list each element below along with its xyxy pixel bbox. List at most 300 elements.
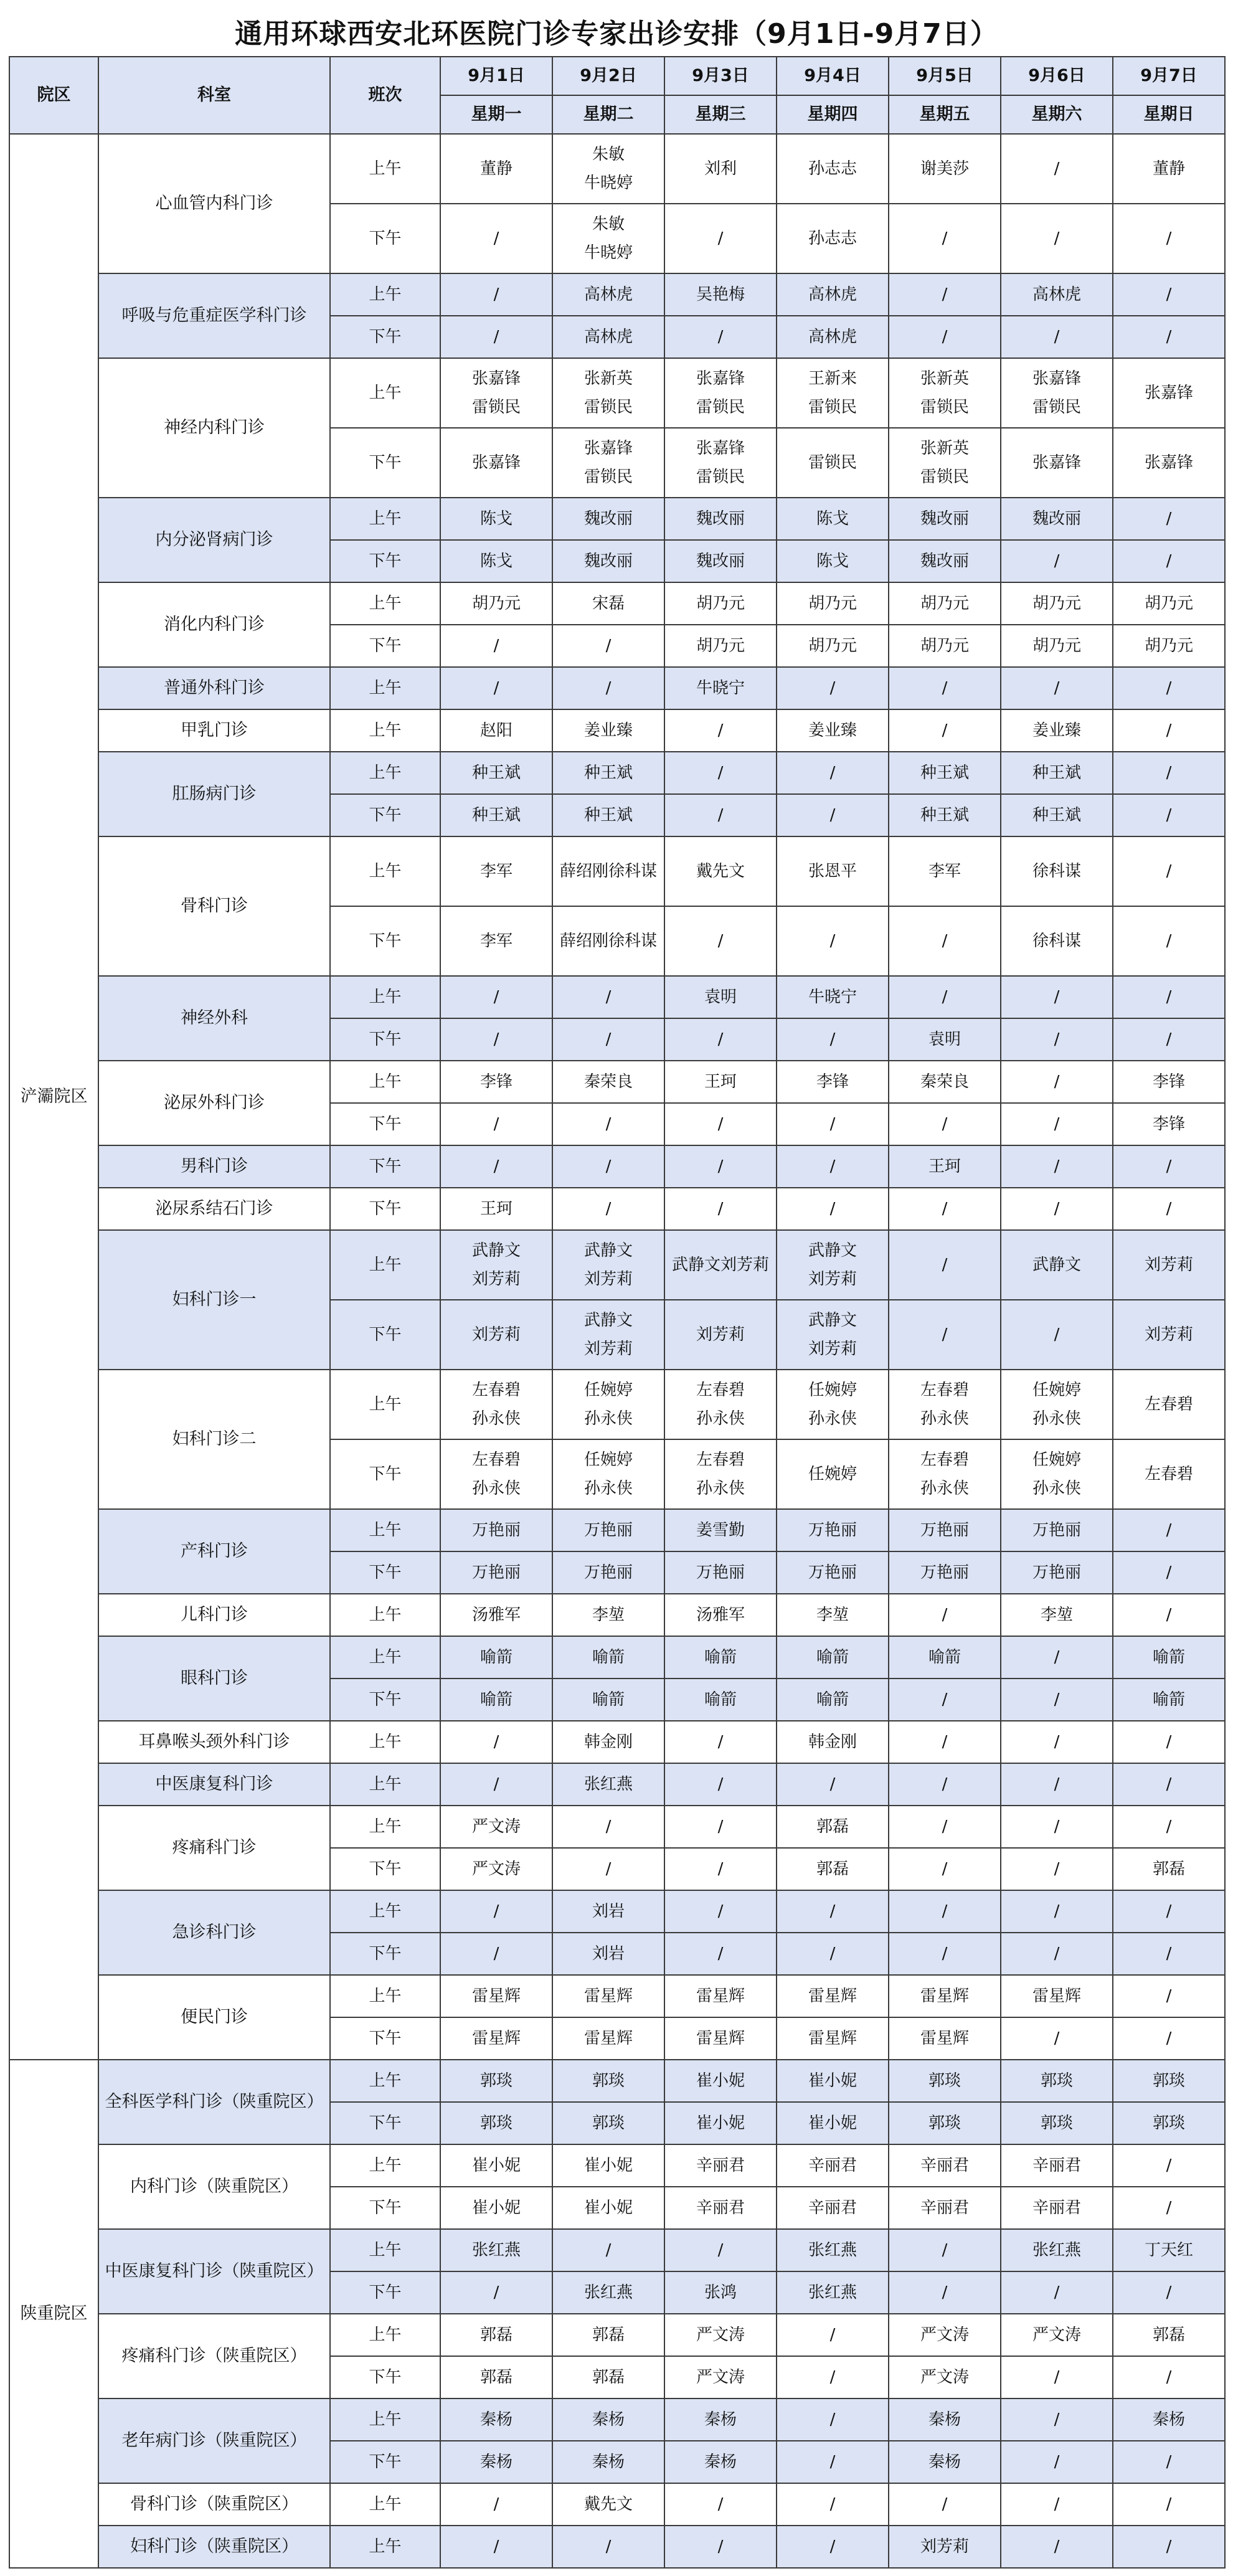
doctor-cell: 刘利 — [664, 134, 777, 204]
header-date: 9月5日 — [889, 57, 1001, 95]
doctor-cell: 严文涛 — [664, 2356, 777, 2398]
doctor-cell: / — [1001, 1145, 1113, 1188]
doctor-cell: 郭琰 — [889, 2102, 1001, 2144]
department-cell: 男科门诊 — [98, 1145, 330, 1188]
shift-cell: 下午 — [330, 2102, 440, 2144]
table-row — [9, 1594, 1225, 1636]
table-row — [9, 1763, 1225, 1806]
header-weekday: 星期二 — [552, 95, 664, 134]
doctor-cell: 高林虎 — [777, 316, 889, 358]
doctor-cell: 武静文刘芳莉 — [664, 1230, 777, 1300]
shift-cell: 下午 — [330, 1439, 440, 1509]
doctor-cell: 李锋 — [777, 1061, 889, 1103]
table-row — [9, 1230, 1225, 1300]
doctor-cell: / — [889, 1188, 1001, 1230]
doctor-cell: 万艳丽 — [440, 1509, 552, 1551]
doctor-cell: / — [664, 1721, 777, 1763]
doctor-cell: 刘芳莉 — [664, 1300, 777, 1370]
shift-cell: 上午 — [330, 2483, 440, 2526]
doctor-cell: 种王斌 — [552, 752, 664, 794]
header-date: 9月7日 — [1113, 57, 1225, 95]
table-row — [9, 1509, 1225, 1551]
doctor-cell: 张嘉锋 雷锁民 — [440, 358, 552, 428]
doctor-cell: 左春碧 — [1113, 1439, 1225, 1509]
table-row — [9, 752, 1225, 794]
doctor-cell: / — [1113, 976, 1225, 1018]
doctor-cell: / — [664, 1188, 777, 1230]
doctor-cell: 陈戈 — [777, 540, 889, 582]
doctor-cell: 任婉婷 孙永侠 — [552, 1370, 664, 1439]
department-cell: 妇科门诊一 — [98, 1230, 330, 1370]
doctor-cell: 万艳丽 — [777, 1509, 889, 1551]
schedule-table — [9, 56, 1226, 2569]
doctor-cell: 孙志志 — [777, 134, 889, 204]
doctor-cell: 任婉婷 — [777, 1439, 889, 1509]
doctor-cell: / — [1113, 1594, 1225, 1636]
doctor-cell: 喻箭 — [1113, 1636, 1225, 1679]
doctor-cell: / — [552, 2229, 664, 2271]
header-weekday: 星期日 — [1113, 95, 1225, 134]
doctor-cell: 张红燕 — [440, 2229, 552, 2271]
shift-cell: 下午 — [330, 2187, 440, 2229]
shift-cell: 上午 — [330, 2526, 440, 2568]
doctor-cell: 汤雅军 — [440, 1594, 552, 1636]
doctor-cell: 朱敏 牛晓婷 — [552, 134, 664, 204]
shift-cell: 上午 — [330, 1975, 440, 2017]
doctor-cell: / — [1113, 2483, 1225, 2526]
doctor-cell: 徐科谋 — [1001, 836, 1113, 906]
doctor-cell: 胡乃元 — [1113, 582, 1225, 625]
doctor-cell: 李堃 — [552, 1594, 664, 1636]
doctor-cell: 宋磊 — [552, 582, 664, 625]
shift-cell: 上午 — [330, 1806, 440, 1848]
header-weekday: 星期六 — [1001, 95, 1113, 134]
doctor-cell: 薛绍刚徐科谋 — [552, 906, 664, 976]
doctor-cell: / — [1001, 316, 1113, 358]
doctor-cell: / — [664, 2483, 777, 2526]
doctor-cell: / — [777, 2314, 889, 2356]
doctor-cell: / — [552, 976, 664, 1018]
doctor-cell: / — [440, 667, 552, 709]
doctor-cell: 王珂 — [889, 1145, 1001, 1188]
doctor-cell: 喻箭 — [664, 1679, 777, 1721]
doctor-cell: / — [1113, 1933, 1225, 1975]
doctor-cell: / — [440, 1933, 552, 1975]
doctor-cell: / — [552, 1806, 664, 1848]
header-date: 9月6日 — [1001, 57, 1113, 95]
doctor-cell: 左春碧 孙永侠 — [664, 1370, 777, 1439]
doctor-cell: 徐科谋 — [1001, 906, 1113, 976]
doctor-cell: / — [1001, 134, 1113, 204]
shift-cell: 上午 — [330, 1636, 440, 1679]
doctor-cell: 严文涛 — [440, 1806, 552, 1848]
doctor-cell: / — [1113, 2144, 1225, 2187]
department-cell: 便民门诊 — [98, 1975, 330, 2060]
doctor-cell: / — [664, 1933, 777, 1975]
header-date: 9月4日 — [777, 57, 889, 95]
shift-cell: 上午 — [330, 1230, 440, 1300]
shift-cell: 上午 — [330, 358, 440, 428]
table-row — [9, 667, 1225, 709]
doctor-cell: / — [440, 976, 552, 1018]
doctor-cell: / — [1113, 1763, 1225, 1806]
doctor-cell: 郭磊 — [440, 2356, 552, 2398]
doctor-cell: / — [552, 625, 664, 667]
doctor-cell: 秦杨 — [664, 2398, 777, 2441]
shift-cell: 下午 — [330, 1848, 440, 1890]
doctor-cell: 胡乃元 — [664, 625, 777, 667]
doctor-cell: / — [440, 316, 552, 358]
doctor-cell: / — [1113, 2356, 1225, 2398]
doctor-cell: / — [889, 1300, 1001, 1370]
doctor-cell: / — [664, 204, 777, 273]
doctor-cell: / — [1113, 1018, 1225, 1061]
doctor-cell: 任婉婷 孙永侠 — [552, 1439, 664, 1509]
doctor-cell: 袁明 — [889, 1018, 1001, 1061]
doctor-cell: 高林虎 — [552, 316, 664, 358]
doctor-cell: / — [1001, 2398, 1113, 2441]
doctor-cell: 辛丽君 — [777, 2187, 889, 2229]
shift-cell: 上午 — [330, 976, 440, 1018]
doctor-cell: 严文涛 — [664, 2314, 777, 2356]
doctor-cell: 左春碧 孙永侠 — [440, 1370, 552, 1439]
doctor-cell: 李堃 — [777, 1594, 889, 1636]
doctor-cell: 种王斌 — [1001, 752, 1113, 794]
doctor-cell: / — [440, 1018, 552, 1061]
doctor-cell: 李军 — [889, 836, 1001, 906]
table-row — [9, 709, 1225, 752]
doctor-cell: 喻箭 — [777, 1636, 889, 1679]
doctor-cell: 朱敏 牛晓婷 — [552, 204, 664, 273]
department-cell: 中医康复科门诊 — [98, 1763, 330, 1806]
doctor-cell: / — [1113, 1806, 1225, 1848]
doctor-cell: 严文涛 — [440, 1848, 552, 1890]
doctor-cell: / — [440, 204, 552, 273]
doctor-cell: / — [1113, 273, 1225, 316]
header-weekday: 星期一 — [440, 95, 552, 134]
doctor-cell: / — [1001, 1933, 1113, 1975]
doctor-cell: / — [889, 2229, 1001, 2271]
doctor-cell: 胡乃元 — [889, 582, 1001, 625]
doctor-cell: / — [552, 667, 664, 709]
doctor-cell: / — [777, 1890, 889, 1933]
doctor-cell: 郭琰 — [889, 2060, 1001, 2102]
table-row — [9, 134, 1225, 204]
doctor-cell: 谢美莎 — [889, 134, 1001, 204]
doctor-cell: 张鸿 — [664, 2271, 777, 2314]
doctor-cell: 张嘉锋 — [1001, 428, 1113, 498]
doctor-cell: 王新来 雷锁民 — [777, 358, 889, 428]
doctor-cell: 秦杨 — [1113, 2398, 1225, 2441]
doctor-cell: 陈戈 — [777, 498, 889, 540]
doctor-cell: 牛晓宁 — [664, 667, 777, 709]
doctor-cell: 魏改丽 — [889, 498, 1001, 540]
doctor-cell: 任婉婷 孙永侠 — [1001, 1439, 1113, 1509]
doctor-cell: / — [1001, 1188, 1113, 1230]
shift-cell: 上午 — [330, 1763, 440, 1806]
doctor-cell: / — [664, 1848, 777, 1890]
table-row — [9, 498, 1225, 540]
doctor-cell: 汤雅军 — [664, 1594, 777, 1636]
doctor-cell: / — [1001, 1848, 1113, 1890]
department-cell: 全科医学科门诊（陕重院区） — [98, 2060, 330, 2144]
doctor-cell: 严文涛 — [1001, 2314, 1113, 2356]
department-cell: 中医康复科门诊（陕重院区） — [98, 2229, 330, 2314]
doctor-cell: / — [1113, 1890, 1225, 1933]
doctor-cell: 左春碧 — [1113, 1370, 1225, 1439]
doctor-cell: 秦荣良 — [552, 1061, 664, 1103]
doctor-cell: 辛丽君 — [1001, 2187, 1113, 2229]
doctor-cell: 张嘉锋 — [440, 428, 552, 498]
doctor-cell: 崔小妮 — [440, 2187, 552, 2229]
doctor-cell: 辛丽君 — [889, 2187, 1001, 2229]
department-cell: 耳鼻喉头颈外科门诊 — [98, 1721, 330, 1763]
department-cell: 甲乳门诊 — [98, 709, 330, 752]
doctor-cell: 辛丽君 — [889, 2144, 1001, 2187]
doctor-cell: 胡乃元 — [777, 582, 889, 625]
doctor-cell: 韩金刚 — [777, 1721, 889, 1763]
doctor-cell: 张嘉锋 雷锁民 — [664, 358, 777, 428]
department-cell: 消化内科门诊 — [98, 582, 330, 667]
doctor-cell: 崔小妮 — [664, 2060, 777, 2102]
doctor-cell: 万艳丽 — [552, 1551, 664, 1594]
shift-cell: 上午 — [330, 1370, 440, 1439]
campus-cell: 浐灞院区 — [9, 134, 98, 2060]
department-cell: 眼科门诊 — [98, 1636, 330, 1721]
shift-cell: 下午 — [330, 1103, 440, 1145]
doctor-cell: / — [1001, 976, 1113, 1018]
doctor-cell: / — [889, 1763, 1001, 1806]
doctor-cell: / — [552, 1145, 664, 1188]
header-campus: 院区 — [9, 57, 98, 134]
doctor-cell: 万艳丽 — [777, 1551, 889, 1594]
shift-cell: 下午 — [330, 2017, 440, 2060]
doctor-cell: 郭琰 — [1113, 2102, 1225, 2144]
shift-cell: 上午 — [330, 1061, 440, 1103]
shift-cell: 上午 — [330, 2398, 440, 2441]
table-header — [9, 57, 1225, 134]
doctor-cell: / — [1001, 1806, 1113, 1848]
doctor-cell: / — [777, 1145, 889, 1188]
doctor-cell: 刘岩 — [552, 1933, 664, 1975]
header-shift: 班次 — [330, 57, 440, 134]
department-cell: 神经内科门诊 — [98, 358, 330, 498]
shift-cell: 上午 — [330, 2229, 440, 2271]
doctor-cell: 胡乃元 — [889, 625, 1001, 667]
doctor-cell: / — [889, 1594, 1001, 1636]
doctor-cell: 刘芳莉 — [440, 1300, 552, 1370]
doctor-cell: 万艳丽 — [664, 1551, 777, 1594]
table-row — [9, 1806, 1225, 1848]
doctor-cell: 胡乃元 — [1001, 582, 1113, 625]
doctor-cell: 王珂 — [664, 1061, 777, 1103]
shift-cell: 下午 — [330, 428, 440, 498]
table-row — [9, 2144, 1225, 2187]
doctor-cell: / — [1001, 2356, 1113, 2398]
doctor-cell: / — [1113, 1975, 1225, 2017]
doctor-cell: 武静文 刘芳莉 — [552, 1300, 664, 1370]
doctor-cell: / — [1113, 2441, 1225, 2483]
doctor-cell: 种王斌 — [889, 752, 1001, 794]
table-row — [9, 1061, 1225, 1103]
doctor-cell: / — [777, 2526, 889, 2568]
doctor-cell: / — [1113, 498, 1225, 540]
doctor-cell: / — [1113, 204, 1225, 273]
doctor-cell: 韩金刚 — [552, 1721, 664, 1763]
doctor-cell: / — [1113, 540, 1225, 582]
doctor-cell: / — [664, 752, 777, 794]
doctor-cell: 雷星辉 — [440, 1975, 552, 2017]
shift-cell: 上午 — [330, 1594, 440, 1636]
table-row — [9, 1890, 1225, 1933]
doctor-cell: 秦杨 — [664, 2441, 777, 2483]
header-dept: 科室 — [98, 57, 330, 134]
shift-cell: 上午 — [330, 134, 440, 204]
doctor-cell: / — [777, 906, 889, 976]
doctor-cell: 丁天红 — [1113, 2229, 1225, 2271]
shift-cell: 下午 — [330, 204, 440, 273]
doctor-cell: 李堃 — [1001, 1594, 1113, 1636]
doctor-cell: / — [777, 1188, 889, 1230]
doctor-cell: / — [1113, 667, 1225, 709]
doctor-cell: 崔小妮 — [777, 2102, 889, 2144]
doctor-cell: / — [1001, 1636, 1113, 1679]
department-cell: 老年病门诊（陕重院区） — [98, 2398, 330, 2483]
doctor-cell: 万艳丽 — [1001, 1509, 1113, 1551]
doctor-cell: 武静文 刘芳莉 — [777, 1230, 889, 1300]
doctor-cell: / — [1113, 2526, 1225, 2568]
table-body — [9, 134, 1225, 2568]
doctor-cell: / — [1001, 1890, 1113, 1933]
doctor-cell: / — [1001, 2271, 1113, 2314]
doctor-cell: / — [1113, 1721, 1225, 1763]
table-row — [9, 1975, 1225, 2017]
doctor-cell: / — [889, 1806, 1001, 1848]
doctor-cell: 郭琰 — [1001, 2102, 1113, 2144]
department-cell: 内分泌肾病门诊 — [98, 498, 330, 582]
doctor-cell: / — [440, 1145, 552, 1188]
doctor-cell: / — [1113, 2187, 1225, 2229]
doctor-cell: 魏改丽 — [552, 540, 664, 582]
department-cell: 呼吸与危重症医学科门诊 — [98, 273, 330, 358]
doctor-cell: 郭琰 — [552, 2102, 664, 2144]
doctor-cell: / — [440, 1721, 552, 1763]
doctor-cell: / — [1001, 2441, 1113, 2483]
doctor-cell: 秦杨 — [889, 2398, 1001, 2441]
table-row — [9, 2229, 1225, 2271]
doctor-cell: / — [664, 906, 777, 976]
header-date: 9月2日 — [552, 57, 664, 95]
doctor-cell: / — [552, 1848, 664, 1890]
doctor-cell: / — [440, 1890, 552, 1933]
doctor-cell: 袁明 — [664, 976, 777, 1018]
department-cell: 儿科门诊 — [98, 1594, 330, 1636]
doctor-cell: 武静文 刘芳莉 — [552, 1230, 664, 1300]
doctor-cell: / — [1113, 906, 1225, 976]
table-row — [9, 2060, 1225, 2102]
table-row — [9, 273, 1225, 316]
table-row — [9, 358, 1225, 428]
doctor-cell: 种王斌 — [1001, 794, 1113, 836]
header-weekday: 星期三 — [664, 95, 777, 134]
doctor-cell: / — [664, 316, 777, 358]
page-title: 通用环球西安北环医院门诊专家出诊安排（9月1日-9月7日） — [235, 18, 998, 50]
doctor-cell: / — [889, 906, 1001, 976]
doctor-cell: 崔小妮 — [552, 2144, 664, 2187]
doctor-cell: 雷星辉 — [664, 1975, 777, 2017]
doctor-cell: 高林虎 — [552, 273, 664, 316]
doctor-cell: 赵阳 — [440, 709, 552, 752]
department-cell: 妇科门诊二 — [98, 1370, 330, 1509]
doctor-cell: 李军 — [440, 906, 552, 976]
doctor-cell: 喻箭 — [440, 1679, 552, 1721]
doctor-cell: 喻箭 — [440, 1636, 552, 1679]
header-weekday: 星期四 — [777, 95, 889, 134]
table-row — [9, 1145, 1225, 1188]
doctor-cell: 雷星辉 — [777, 1975, 889, 2017]
doctor-cell: / — [889, 1230, 1001, 1300]
shift-cell: 下午 — [330, 1679, 440, 1721]
doctor-cell: / — [1113, 1551, 1225, 1594]
doctor-cell: / — [777, 794, 889, 836]
doctor-cell: 张恩平 — [777, 836, 889, 906]
doctor-cell: 张红燕 — [777, 2229, 889, 2271]
doctor-cell: / — [889, 667, 1001, 709]
shift-cell: 下午 — [330, 1145, 440, 1188]
doctor-cell: 武静文 刘芳莉 — [440, 1230, 552, 1300]
doctor-cell: 雷星辉 — [889, 1975, 1001, 2017]
shift-cell: 上午 — [330, 1509, 440, 1551]
doctor-cell: / — [1001, 1763, 1113, 1806]
doctor-cell: 武静文 — [1001, 1230, 1113, 1300]
doctor-cell: / — [1001, 540, 1113, 582]
table-row — [9, 1188, 1225, 1230]
shift-cell: 上午 — [330, 667, 440, 709]
department-cell: 心血管内科门诊 — [98, 134, 330, 273]
doctor-cell: / — [777, 1103, 889, 1145]
doctor-cell: / — [889, 2483, 1001, 2526]
doctor-cell: / — [889, 204, 1001, 273]
doctor-cell: / — [777, 1018, 889, 1061]
doctor-cell: / — [664, 794, 777, 836]
doctor-cell: / — [889, 2271, 1001, 2314]
doctor-cell: / — [1113, 1145, 1225, 1188]
doctor-cell: / — [889, 316, 1001, 358]
doctor-cell: 喻箭 — [1113, 1679, 1225, 1721]
doctor-cell: 雷星辉 — [552, 1975, 664, 2017]
doctor-cell: 戴先文 — [552, 2483, 664, 2526]
shift-cell: 下午 — [330, 2356, 440, 2398]
doctor-cell: / — [440, 1103, 552, 1145]
doctor-cell: / — [1001, 1061, 1113, 1103]
department-cell: 普通外科门诊 — [98, 667, 330, 709]
doctor-cell: 秦杨 — [440, 2441, 552, 2483]
doctor-cell: / — [1001, 667, 1113, 709]
doctor-cell: 秦杨 — [552, 2398, 664, 2441]
doctor-cell: 郭磊 — [1113, 1848, 1225, 1890]
doctor-cell: / — [552, 2526, 664, 2568]
doctor-cell: 牛晓宁 — [777, 976, 889, 1018]
doctor-cell: / — [552, 1103, 664, 1145]
doctor-cell: / — [1001, 1018, 1113, 1061]
shift-cell: 下午 — [330, 2441, 440, 2483]
doctor-cell: / — [1001, 204, 1113, 273]
department-cell: 泌尿外科门诊 — [98, 1061, 330, 1145]
doctor-cell: / — [664, 2526, 777, 2568]
doctor-cell: 董静 — [1113, 134, 1225, 204]
doctor-cell: / — [1001, 1721, 1113, 1763]
doctor-cell: / — [777, 2483, 889, 2526]
